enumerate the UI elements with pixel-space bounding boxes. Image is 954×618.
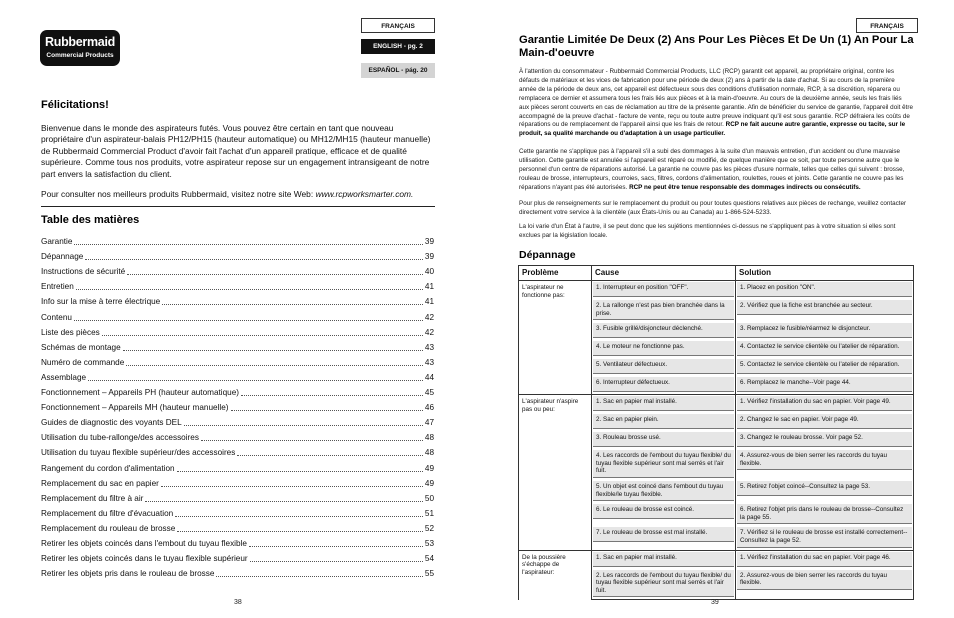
toc-entry-label: Info sur la mise à terre électrique — [41, 297, 161, 307]
toc-entry-label: Instructions de sécurité — [41, 267, 126, 277]
solution-cell — [736, 299, 914, 322]
toc-entry[interactable] — [41, 311, 434, 323]
cause-cell — [592, 413, 736, 431]
cause-text: 5. Un objet est coincé dans l'embout du tuyau flexible/le tuyau flexible. — [593, 481, 734, 501]
toc-dot-leader — [88, 379, 423, 381]
toc-entry[interactable] — [41, 567, 434, 579]
cause-cell — [592, 340, 736, 358]
toc-dot-leader — [102, 334, 423, 336]
toc-entry-page: 40 — [424, 267, 434, 277]
toc-dot-leader — [123, 349, 423, 351]
toc-entry[interactable] — [41, 431, 434, 443]
table-header-row — [519, 266, 914, 281]
page-number-left: 38 — [234, 599, 242, 606]
cause-cell — [592, 358, 736, 376]
depannage-heading: Dépannage — [519, 249, 576, 261]
congrats-heading: Félicitations! — [41, 99, 109, 111]
toc-entry-page: 42 — [424, 327, 434, 337]
section-divider — [41, 206, 435, 207]
toc-entry-label: Retirer les objets pris dans le rouleau de brosse — [41, 569, 215, 579]
solution-text: 2. Changez le sac en papier. Voir page 49. — [737, 414, 912, 429]
warranty-paragraph-4: La loi varie d'un État à l'autre, il se peut donc que les sujétions mentionnées ci-dessus ne s'appliquent pas à votre situation si elles sont exclues par la législation locale. — [519, 223, 896, 239]
solution-text: 5. Contactez le service clientèle ou l'atelier de réparation. — [737, 359, 912, 374]
toc-dot-leader — [249, 545, 423, 547]
toc-entry-label: Retirer les objets coincés dans l'embout du tuyau flexible — [41, 539, 247, 548]
toc-dot-leader — [231, 409, 423, 411]
toc-entry-label: Garantie — [41, 237, 73, 246]
toc-dot-leader — [145, 500, 423, 502]
toc-entry-label: Remplacement du filtre d'évacuation — [41, 508, 174, 518]
toc-entry[interactable] — [41, 477, 434, 489]
toc-entry[interactable] — [41, 235, 434, 247]
toc-entry[interactable] — [41, 280, 434, 292]
cause-text: 4. Les raccords de l'embout du tuyau flexible/ du tuyau flexible supérieur sont mal serrés et l'air fuit. — [593, 450, 734, 478]
solution-cell — [736, 358, 914, 376]
rubbermaid-logo — [40, 30, 120, 66]
solution-cell — [736, 526, 914, 550]
cause-text: 7. Le rouleau de brosse est mal installé. — [593, 527, 734, 542]
solution-text: 4. Assurez-vous de bien serrer les raccords du tuyau flexible. — [737, 450, 912, 470]
solution-cell — [736, 413, 914, 431]
problem-cell: L'aspirateur ne fonctionne pas: — [519, 281, 592, 395]
cause-cell — [592, 431, 736, 449]
website-text: Pour consulter nos meilleurs produits Rubbermaid, visitez notre site Web: — [41, 189, 316, 199]
toc-entry-page: 39 — [424, 237, 434, 246]
table-row — [519, 395, 914, 414]
warranty-p1-text: À l'attention du consommateur - Rubbermaid Commercial Products, LLC (RCP) garantit cet appareil, au propriétaire original, contre les défauts de matériaux et les vices de fabrication pour une période de deux (2) ans à partir de la date d'achat. Si au cours de la première année de la période de deux ans, cet appareil est défectueux sous des conditions d'utilisation normale, RCP, à sa discrétion, réparera ou remplacera ce dernier et assumera tous les frais liés aux pièces et à la main-d'oeuvre. Au cours de la deuxième année, seuls les frais liés aux pièces seront couverts en cas de réclamation au titre de la présente garantie. Afin de bénéficier du service de garantie, l'appareil doit être accompagné de la preuve d'achat - facture de vente, reçu ou toute autre preuve indiquant qu'il est sous garantie. RCP défraiera les coûts de réparations ou de remplacement de l'appareil ainsi que les frais de retour. — [519, 68, 913, 129]
toc-entry-page: 52 — [424, 523, 434, 533]
cause-cell — [592, 550, 736, 569]
solution-text: 3. Remplacez le fusible/réarmez le disjoncteur. — [737, 323, 912, 338]
toc-dot-leader — [162, 303, 423, 305]
troubleshooting-table — [518, 265, 914, 600]
warranty-p2-text: Cette garantie ne s'applique pas à l'appareil s'il a subi des dommages à la suite d'un mauvais entretien, d'un accident ou d'une mauvaise utilisation. Cette garantie est annulée si l'appareil est réparé ou modifié, de quelque manière que ce soit, par toute personne autre que le personnel d'un centre de réparations autorisé. La garantie ne couvre pas les pièces d'usure normale, telles que celles qui suivent : brosse, rouleau de brosse, interrupteurs, courroies, sacs, filtres, cordons d'alimentation, roulettes, roues et joints. Cette garantie ne couvre pas les réparations n'ayant pas été autorisées. — [519, 148, 905, 191]
logo-brand: Rubbermaid — [45, 35, 115, 49]
toc-entry[interactable] — [41, 462, 434, 474]
toc-entry-label: Rangement du cordon d'alimentation — [41, 463, 175, 473]
lang-tab-francais-right[interactable]: FRANÇAIS — [856, 18, 918, 33]
toc-entry[interactable] — [41, 250, 434, 262]
cause-cell — [592, 376, 736, 395]
toc-entry-label: Assemblage — [41, 372, 87, 382]
solution-text: 1. Placez en position "ON". — [737, 282, 912, 297]
toc-entry-page: 39 — [424, 252, 434, 262]
toc-entry-page: 46 — [424, 403, 434, 413]
toc-entry[interactable] — [41, 341, 434, 353]
solution-text: 6. Retirez l'objet pris dans le rouleau de brosse--Consultez la page 55. — [737, 504, 912, 524]
solution-cell — [736, 395, 914, 414]
intro-paragraph: Bienvenue dans le monde des aspirateurs futés. Vous pouvez être certain en tant que nouveau propriétaire d'un aspirateur-balais PH12/PH15 (hauteur automatique) ou MH12/MH15 (hauteur manuelle) de Rubbermaid Commercial Product d'avoir fait l'achat d'un appareil pratique, efficace et de qualité supérieure. Comme tous nos produits, votre aspirateur repose sur un engagement intransigeant de notre part envers la satisfaction du client. — [41, 123, 431, 179]
cause-cell — [592, 449, 736, 480]
toc-entry-label: Remplacement du sac en papier — [41, 478, 159, 488]
toc-dot-leader — [201, 439, 423, 441]
solution-text: 2. Assurez-vous de bien serrer les raccords du tuyau flexible. — [737, 570, 912, 590]
header-probleme: Problème — [519, 266, 592, 281]
warranty-paragraph-1 — [519, 68, 913, 139]
toc-dot-leader — [241, 394, 423, 396]
cause-text: 2. Sac en papier plein. — [593, 414, 734, 429]
warranty-p2-bold: RCP ne peut être tenue responsable des dommages indirects ou consécutifs. — [629, 183, 861, 191]
toc-entry-label: Liste des pièces — [41, 327, 100, 337]
cause-cell — [592, 569, 736, 600]
toc-entry-page: 49 — [424, 478, 434, 488]
cause-cell — [592, 395, 736, 414]
solution-cell — [736, 550, 914, 569]
cause-cell — [592, 526, 736, 550]
toc-entry[interactable] — [41, 507, 434, 519]
toc-entry-label: Fonctionnement – Appareils PH (hauteur automatique) — [41, 388, 239, 397]
guarantee-heading: Garantie Limitée De Deux (2) Ans Pour Les Pièces Et De Un (1) An Pour La Main-d'oeuvre — [519, 34, 914, 59]
cause-text: 6. Le rouleau de brosse est coincé. — [593, 504, 734, 519]
toc-entry-label: Contenu — [41, 312, 72, 322]
solution-text: 2. Vérifiez que la fiche est branchée au secteur. — [737, 300, 912, 315]
toc-dot-leader — [184, 424, 423, 426]
toc-heading: Table des matières — [41, 214, 140, 226]
lang-tab-francais[interactable]: FRANÇAIS — [361, 18, 435, 33]
toc-entry-label: Numéro de commande — [41, 357, 125, 367]
cause-text: 2. La rallonge n'est pas bien branchée dans la prise. — [593, 300, 734, 320]
toc-dot-leader — [175, 515, 423, 517]
toc-dot-leader — [177, 470, 423, 472]
toc-dot-leader — [250, 560, 423, 562]
toc-entry[interactable] — [41, 401, 434, 413]
cause-text: 1. Interrupteur en position "OFF". — [593, 282, 734, 297]
toc-entry-page: 47 — [424, 418, 434, 428]
solution-text: 4. Contactez le service clientèle ou l'atelier de réparation. — [737, 341, 912, 356]
cause-text: 4. Le moteur ne fonctionne pas. — [593, 341, 734, 356]
website-line — [41, 189, 441, 200]
toc-entry-label: Guides de diagnostic des voyants DEL — [41, 418, 182, 428]
cause-text: 6. Interrupteur défectueux. — [593, 377, 734, 392]
toc-entry-page: 43 — [424, 357, 434, 367]
toc-entry[interactable] — [41, 446, 434, 458]
logo-subtitle: Commercial Products — [46, 52, 114, 59]
warranty-paragraph-3: Pour plus de renseignements sur le remplacement du produit ou pour toutes questions relatives aux pièces de rechange, veuillez contacter directement votre service à la clientèle (aux États-Unis ou au Canada) au 1-866-524-5233. — [519, 200, 907, 216]
website-link[interactable]: www.rcpworksmarter.com. — [315, 189, 414, 199]
solution-cell — [736, 281, 914, 300]
toc-dot-leader — [161, 485, 423, 487]
cause-text: 3. Fusible grillé/disjoncteur déclenché. — [593, 323, 734, 338]
toc-entry-page: 41 — [424, 282, 434, 292]
toc-entry[interactable] — [41, 356, 434, 368]
cause-text: 5. Ventilateur défectueux. — [593, 359, 734, 374]
toc-entry-page: 48 — [424, 448, 434, 458]
toc-entry-page: 43 — [424, 342, 434, 352]
toc-entry[interactable] — [41, 295, 434, 307]
solution-cell — [736, 431, 914, 449]
toc-entry-label: Utilisation du tuyau flexible supérieur/des accessoires — [41, 448, 236, 458]
toc-dot-leader — [237, 454, 423, 456]
toc-entry-label: Fonctionnement – Appareils MH (hauteur manuelle) — [41, 403, 229, 413]
cause-text: 1. Sac en papier mal installé. — [593, 396, 734, 411]
solution-cell — [736, 569, 914, 600]
header-solution: Solution — [736, 266, 914, 281]
header-cause: Cause — [592, 266, 736, 281]
toc-entry-page: 49 — [424, 463, 434, 473]
toc-entry[interactable] — [41, 492, 434, 504]
toc-entry-page: 55 — [424, 569, 434, 579]
toc-entry-page: 50 — [424, 493, 434, 503]
toc-entry[interactable] — [41, 265, 434, 277]
toc-entry-page: 41 — [424, 297, 434, 307]
warranty-p1-bold: RCP ne fait aucune autre garantie, expresse ou tacite, sur le produit, sa qualité marchande ou d'adaptation à un usage particulier. — [519, 121, 906, 138]
solution-cell — [736, 449, 914, 480]
toc-dot-leader — [76, 288, 423, 290]
cause-cell — [592, 299, 736, 322]
toc-entry-label: Remplacement du filtre à air — [41, 493, 144, 503]
toc-dot-leader — [85, 258, 423, 260]
solution-cell — [736, 340, 914, 358]
lang-tab-espanol[interactable]: ESPAÑOL - pág. 20 — [361, 63, 435, 78]
toc-entry-label: Entretien — [41, 282, 74, 292]
toc-entry-page: 45 — [424, 388, 434, 397]
toc-dot-leader — [177, 530, 423, 532]
table-row — [519, 550, 914, 569]
toc-entry[interactable] — [41, 371, 434, 383]
toc-dot-leader — [74, 319, 423, 321]
solution-text: 7. Vérifiez si le rouleau de brosse est installé correctement--Consultez la page 52. — [737, 527, 912, 547]
toc-entry-page: 51 — [424, 508, 434, 518]
toc-entry[interactable] — [41, 326, 434, 338]
solution-text: 6. Remplacez le manche--Voir page 44. — [737, 377, 912, 392]
toc-entry-label: Schémas de montage — [41, 342, 121, 352]
cause-cell — [592, 503, 736, 526]
toc-entry-label: Dépannage — [41, 252, 84, 262]
cause-cell — [592, 281, 736, 300]
cause-cell — [592, 322, 736, 340]
solution-text: 3. Changez le rouleau brosse. Voir page 52. — [737, 432, 912, 447]
cause-text: 2. Les raccords de l'embout du tuyau flexible/ du tuyau flexible supérieur sont mal serrés et l'air fuit. — [593, 570, 734, 598]
problem-cell: De la poussière s'échappe de l'aspirateur: — [519, 550, 592, 600]
toc-entry[interactable] — [41, 386, 434, 398]
solution-cell — [736, 503, 914, 526]
toc-entry[interactable] — [41, 537, 434, 549]
warranty-paragraph-2 — [519, 148, 913, 193]
intro-section — [41, 123, 433, 199]
solution-text: 1. Vérifiez l'installation du sac en papier. Voir page 49. — [737, 396, 912, 411]
problem-cell: L'aspirateur n'aspire pas ou peu: — [519, 395, 592, 550]
solution-cell — [736, 480, 914, 503]
toc-entry[interactable] — [41, 552, 434, 564]
solution-cell — [736, 322, 914, 340]
table-row — [519, 281, 914, 300]
toc-entry-label: Utilisation du tube-rallonge/des accessoires — [41, 433, 199, 443]
toc-entry-page: 54 — [424, 554, 434, 564]
toc-entry[interactable] — [41, 522, 434, 534]
cause-cell — [592, 480, 736, 503]
solution-cell — [736, 376, 914, 395]
toc-entry-label: Retirer les objets coincés dans le tuyau flexible supérieur — [41, 554, 248, 564]
solution-text: 1. Vérifiez l'installation du sac en papier. Voir page 46. — [737, 552, 912, 567]
toc-entry-page: 53 — [424, 539, 434, 548]
solution-text: 5. Retirez l'objet coincé--Consultez la page 53. — [737, 481, 912, 496]
toc-entry-page: 44 — [424, 372, 434, 382]
page-number-right: 39 — [711, 599, 719, 606]
toc-entry-label: Remplacement du rouleau de brosse — [41, 523, 176, 533]
toc-entry-page: 48 — [424, 433, 434, 443]
toc-dot-leader — [216, 575, 422, 577]
toc-entry[interactable] — [41, 416, 434, 428]
cause-text: 3. Rouleau brosse usé. — [593, 432, 734, 447]
toc-entry-page: 42 — [424, 312, 434, 322]
toc-dot-leader — [74, 243, 422, 245]
lang-tab-english[interactable]: ENGLISH - pg. 2 — [361, 39, 435, 54]
cause-text: 1. Sac en papier mal installé. — [593, 552, 734, 567]
toc-dot-leader — [127, 273, 423, 275]
toc-dot-leader — [126, 364, 423, 366]
